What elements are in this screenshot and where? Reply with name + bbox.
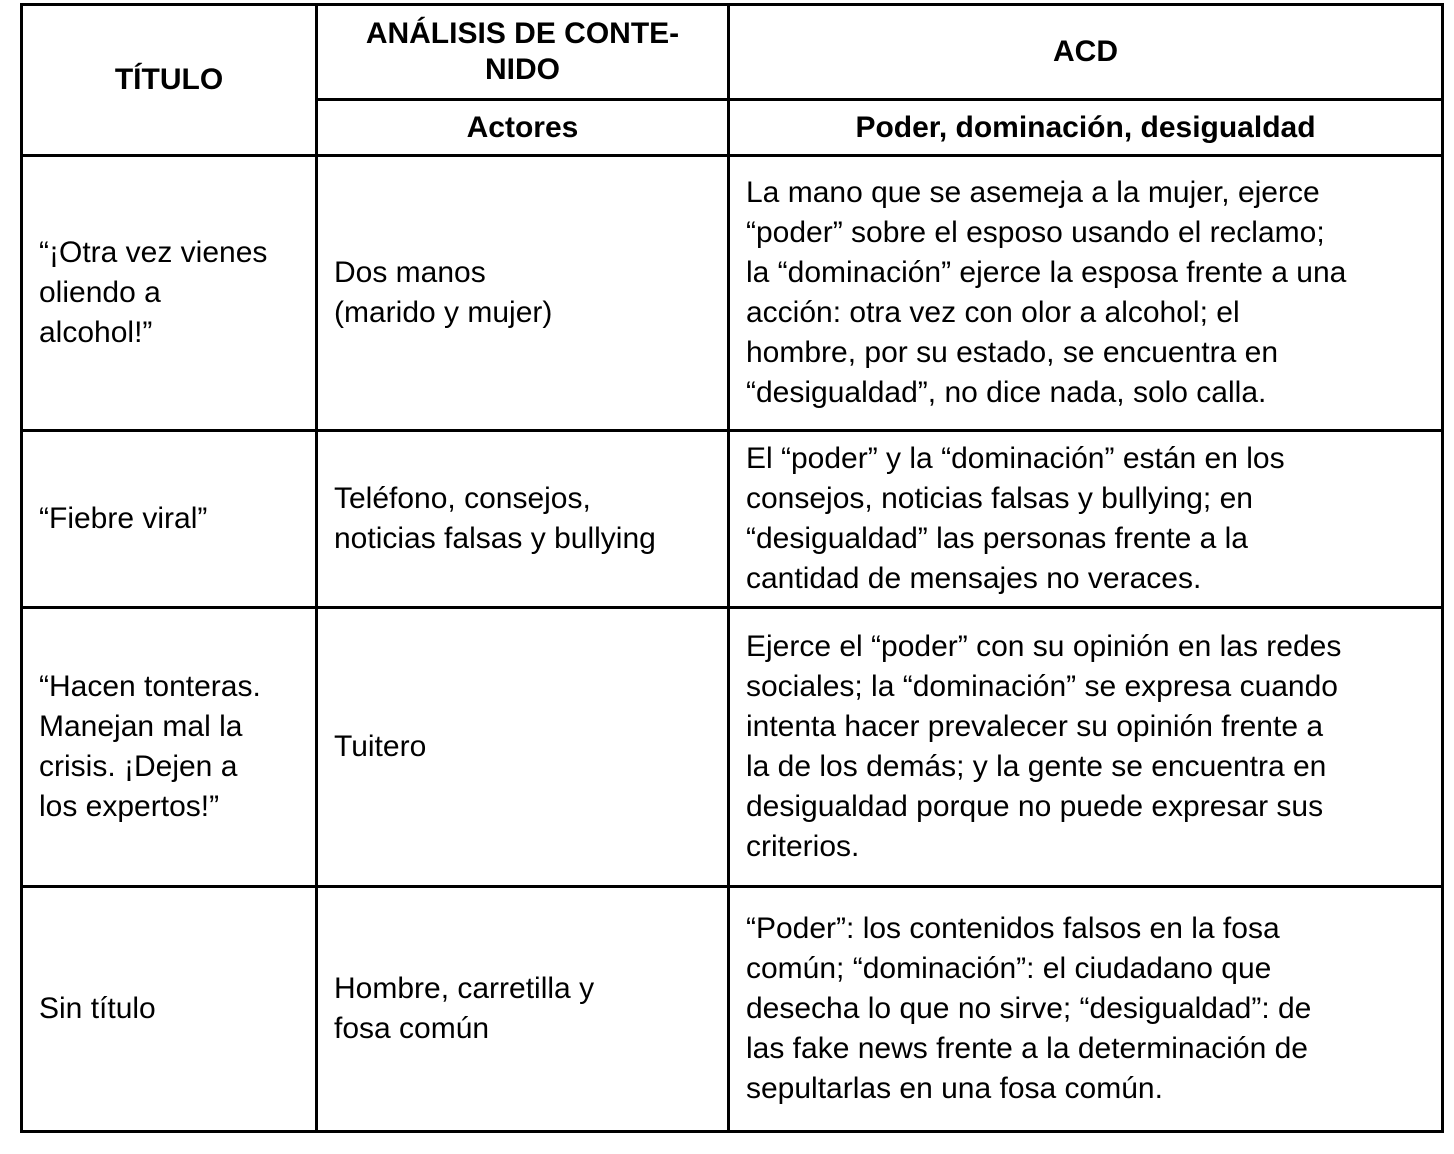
table-row	[22, 156, 1443, 431]
cell-line: las fake news frente a la determinación de	[746, 1032, 1308, 1065]
cell-line: Sin título	[39, 992, 156, 1025]
cell-line: “Poder”: los contenidos falsos en la fosa	[746, 912, 1280, 945]
cell-line: los expertos!”	[39, 790, 220, 823]
cell-line: “poder” sobre el esposo usando el reclamo;	[746, 216, 1325, 249]
cell-line: sociales; la “dominación” se expresa cuando	[746, 670, 1338, 703]
cell-line: “Hacen tonteras.	[39, 670, 261, 703]
cell-line: la “dominación” ejerce la esposa frente a una	[746, 256, 1347, 289]
cell-line: intenta hacer prevalecer su opinión frente a	[746, 710, 1324, 743]
cell-line: acción: otra vez con olor a alcohol; el	[746, 296, 1240, 329]
table-row	[22, 887, 1443, 1132]
cell-line: “¡Otra vez vienes	[39, 236, 268, 269]
cell-line: desecha lo que no sirve; “desigualdad”: de	[746, 992, 1312, 1025]
table-row	[22, 608, 1443, 887]
cell-line: hombre, por su estado, se encuentra en	[746, 336, 1279, 369]
cell-line: noticias falsas y bullying	[334, 522, 656, 555]
cell-acd	[729, 431, 1443, 608]
header-poder-label: Poder, dominación, desigualdad	[855, 110, 1316, 144]
cell-line: “desigualdad” las personas frente a la	[746, 522, 1248, 555]
cell-actores	[317, 156, 729, 431]
cell-line: Tuitero	[334, 730, 427, 763]
header-row	[22, 5, 1443, 100]
header-titulo	[22, 5, 317, 156]
cell-line: Ejerce el “poder” con su opinión en las redes	[746, 630, 1342, 663]
cell-titulo	[22, 887, 317, 1132]
cell-line: la de los demás; y la gente se encuentra en	[746, 750, 1327, 783]
cell-line: La mano que se asemeja a la mujer, ejerce	[746, 176, 1320, 209]
cell-line: El “poder” y la “dominación” están en los	[746, 442, 1285, 475]
header-acd	[729, 5, 1443, 100]
cell-acd	[729, 156, 1443, 431]
cell-titulo	[22, 431, 317, 608]
cell-line: criterios.	[746, 830, 860, 863]
cell-line: consejos, noticias falsas y bullying; en	[746, 482, 1253, 515]
cell-acd	[729, 887, 1443, 1132]
cell-line: Teléfono, consejos,	[334, 482, 591, 515]
header-analisis-line2: NIDO	[485, 53, 560, 86]
cell-line: crisis. ¡Dejen a	[39, 750, 238, 783]
header-actores	[317, 100, 729, 156]
cell-line: Manejan mal la	[39, 710, 243, 743]
cell-line: sepultarlas en una fosa común.	[746, 1072, 1163, 1105]
cell-line: Dos manos	[334, 256, 486, 289]
header-acd-label: ACD	[1053, 35, 1118, 68]
cell-line: común; “dominación”: el ciudadano que	[746, 952, 1272, 985]
cell-line: Hombre, carretilla y	[334, 972, 595, 1005]
cell-line: cantidad de mensajes no veraces.	[746, 562, 1202, 595]
header-poder	[729, 100, 1443, 156]
cell-line: desigualdad porque no puede expresar sus	[746, 790, 1324, 823]
cell-acd	[729, 608, 1443, 887]
cell-titulo	[22, 608, 317, 887]
cell-line: “Fiebre viral”	[39, 502, 208, 535]
header-actores-label: Actores	[466, 110, 579, 144]
cell-line: “desigualdad”, no dice nada, solo calla.	[746, 376, 1267, 409]
analysis-table	[20, 3, 1444, 1133]
cell-actores	[317, 887, 729, 1132]
header-analisis	[317, 5, 729, 100]
cell-actores	[317, 608, 729, 887]
cell-actores	[317, 431, 729, 608]
table-row	[22, 431, 1443, 608]
header-titulo-label: TÍTULO	[114, 63, 224, 96]
cell-titulo	[22, 156, 317, 431]
cell-line: fosa común	[334, 1012, 490, 1045]
cell-line: alcohol!”	[39, 316, 153, 349]
cell-line: (marido y mujer)	[334, 296, 553, 329]
cell-line: oliendo a	[39, 276, 161, 309]
header-analisis-line1: ANÁLISIS DE CONTE-	[365, 17, 680, 50]
